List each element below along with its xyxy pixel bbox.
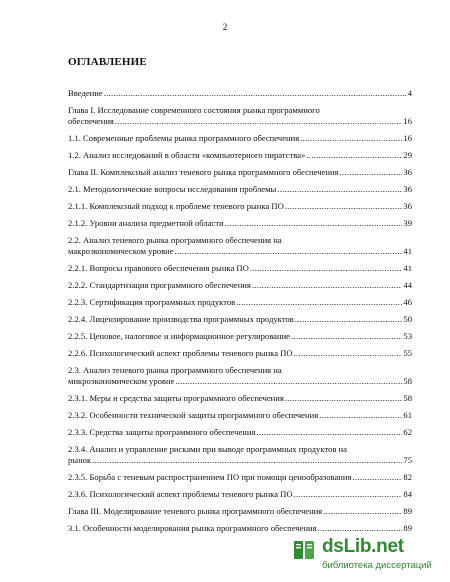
toc-entry-row xyxy=(68,167,412,178)
dot-leader xyxy=(352,472,402,483)
dot-leader xyxy=(256,427,402,438)
toc-entry-row xyxy=(68,427,412,438)
toc-entry xyxy=(68,88,412,105)
toc-entry-title: 2.3.6. Психологический аспект проблемы теневого рынка ПО xyxy=(68,489,293,499)
toc-entry-title: 2.2.2. Стандартизация программного обеспечения xyxy=(68,280,251,290)
toc-entry-title: Глава III. Моделирование теневого рынка программного обеспечения xyxy=(68,506,323,516)
dot-leader xyxy=(294,489,403,500)
toc-entry-row xyxy=(68,263,412,274)
toc-entry-row xyxy=(68,348,412,359)
toc-entry xyxy=(68,201,412,218)
toc-entry-row xyxy=(68,184,412,195)
toc-entry xyxy=(68,314,412,331)
toc-entry-title: макроэкономическом уровне xyxy=(68,246,174,256)
toc-entry-row xyxy=(68,88,412,99)
table-of-contents xyxy=(68,88,412,540)
toc-entry-row xyxy=(68,314,412,325)
toc-entry-page: 36 xyxy=(403,184,412,194)
toc-entry-title: рынок xyxy=(68,455,92,465)
toc-entry-page: 4 xyxy=(407,88,412,98)
dot-leader xyxy=(115,116,403,127)
dot-leader xyxy=(306,150,402,161)
toc-entry xyxy=(68,105,412,133)
toc-entry-row xyxy=(68,280,412,291)
toc-entry xyxy=(68,331,412,348)
toc-entry-page: 41 xyxy=(403,263,412,273)
toc-heading: ОГЛАВЛЕНИЕ xyxy=(68,56,147,68)
dot-leader xyxy=(285,393,403,404)
toc-entry-row xyxy=(68,218,412,229)
toc-entry-page: 46 xyxy=(403,297,412,307)
watermark-tagline: библиотека диссертаций xyxy=(322,560,432,571)
toc-entry-title: 2.3.3. Средства защиты программного обеспечения xyxy=(68,427,256,437)
toc-entry-title: 2.2.6. Психологический аспект проблемы теневого рынка ПО xyxy=(68,348,293,358)
toc-entry-page: 58 xyxy=(403,376,412,386)
dot-leader xyxy=(175,246,403,257)
toc-entry-title: 2.2.5. Ценовое, налоговое и информационное регулирование xyxy=(68,331,290,341)
page-number: 2 xyxy=(222,22,228,32)
watermark-brand: dsLib.net xyxy=(322,536,404,557)
dot-leader xyxy=(92,455,402,466)
toc-entry-title: 2.1.2. Уровни анализа предметной области xyxy=(68,218,224,228)
toc-entry-row xyxy=(68,246,412,257)
dot-leader xyxy=(236,297,402,308)
toc-entry xyxy=(68,472,412,489)
dot-leader xyxy=(318,523,403,534)
toc-entry-page: 58 xyxy=(403,393,412,403)
dot-leader xyxy=(252,280,403,291)
toc-entry-page: 39 xyxy=(403,218,412,228)
toc-entry-page: 36 xyxy=(403,201,412,211)
toc-entry xyxy=(68,133,412,150)
toc-entry xyxy=(68,489,412,506)
toc-entry-row xyxy=(68,331,412,342)
toc-entry-title-line: 2.3.4. Анализ и управление рисками при выводе программных продуктов на xyxy=(68,444,347,454)
toc-entry xyxy=(68,365,412,393)
dot-leader xyxy=(291,331,402,342)
dot-leader xyxy=(319,410,402,421)
toc-entry-row xyxy=(68,201,412,212)
toc-entry-title: 1.2. Анализ исследований в области «компьютерного пиратства» xyxy=(68,150,306,160)
toc-entry-title: 1.1. Современные проблемы рынка программного обеспечения xyxy=(68,133,300,143)
dot-leader xyxy=(323,506,402,517)
toc-entry-title-line: 2.2. Анализ теневого рынка программного обеспечения на xyxy=(68,235,282,245)
toc-entry-page: 55 xyxy=(403,348,412,358)
dot-leader xyxy=(285,201,403,212)
toc-entry xyxy=(68,263,412,280)
dot-leader xyxy=(250,263,403,274)
toc-entry-row xyxy=(68,472,412,483)
toc-entry xyxy=(68,348,412,365)
toc-entry-title: 2.3.1. Меры и средства защиты программного обеспечения xyxy=(68,393,284,403)
toc-entry-row xyxy=(68,297,412,308)
toc-entry-row xyxy=(68,150,412,161)
toc-entry-page: 82 xyxy=(403,472,412,482)
toc-entry-page: 16 xyxy=(403,116,412,126)
dot-leader xyxy=(175,376,402,387)
dot-leader xyxy=(104,88,407,99)
toc-entry xyxy=(68,235,412,263)
toc-entry xyxy=(68,280,412,297)
bookmark-logo-icon xyxy=(292,538,316,562)
toc-entry-title-line: 2.3. Анализ теневого рынка программного обеспечения на xyxy=(68,365,282,375)
dot-leader xyxy=(295,314,403,325)
toc-entry xyxy=(68,218,412,235)
toc-entry-row xyxy=(68,393,412,404)
toc-entry xyxy=(68,410,412,427)
toc-entry xyxy=(68,184,412,201)
toc-entry-row xyxy=(68,523,412,534)
toc-entry-page: 41 xyxy=(403,246,412,256)
toc-entry-page: 29 xyxy=(403,150,412,160)
toc-entry-row xyxy=(68,455,412,466)
toc-entry-row xyxy=(68,376,412,387)
toc-entry-title: 2.3.2. Особенности технической защиты программного обеспечения xyxy=(68,410,319,420)
toc-entry-title-line: Глава I. Исследование современного состояния рынка программного xyxy=(68,105,320,115)
toc-entry-title: 2.3.5. Борьба с теневым распространением ПО при помощи ценообразования xyxy=(68,472,352,482)
dot-leader xyxy=(225,218,403,229)
toc-entry-title: Глава II. Комплексный анализ теневого рынка программного обеспечения xyxy=(68,167,339,177)
toc-entry-page: 89 xyxy=(403,506,412,516)
toc-entry-row xyxy=(68,133,412,144)
toc-entry-title: 2.1. Методологические вопросы исследования проблемы xyxy=(68,184,277,194)
toc-entry xyxy=(68,427,412,444)
toc-entry-page: 50 xyxy=(403,314,412,324)
toc-entry-title: 2.2.4. Лицензирование производства программных продуктов xyxy=(68,314,294,324)
toc-entry-page: 62 xyxy=(403,427,412,437)
toc-entry xyxy=(68,150,412,167)
toc-entry-title: Введение xyxy=(68,88,103,98)
toc-entry-page: 89 xyxy=(403,523,412,533)
toc-entry-page: 44 xyxy=(403,280,412,290)
toc-entry-title: 2.2.3. Сертификация программных продуктов xyxy=(68,297,236,307)
toc-entry-title: 3.1. Особенности моделирования рынка программного обеспечения xyxy=(68,523,317,533)
toc-entry xyxy=(68,506,412,523)
dot-leader xyxy=(300,133,402,144)
toc-entry-page: 61 xyxy=(403,410,412,420)
dot-leader xyxy=(294,348,403,359)
toc-entry-row xyxy=(68,506,412,517)
toc-entry-title: 2.1.1. Комплексный подход к проблеме теневого рынка ПО xyxy=(68,201,284,211)
toc-entry-page: 36 xyxy=(403,167,412,177)
toc-entry-title: обеспечения xyxy=(68,116,114,126)
toc-entry xyxy=(68,167,412,184)
toc-entry-row xyxy=(68,116,412,127)
toc-entry-page: 16 xyxy=(403,133,412,143)
watermark xyxy=(292,536,442,576)
dot-leader xyxy=(340,167,403,178)
toc-entry-title: 2.2.1. Вопросы правового обеспечения рынка ПО xyxy=(68,263,249,273)
toc-entry-page: 75 xyxy=(403,455,412,465)
toc-entry-title: микроэкономическом уровне xyxy=(68,376,175,386)
toc-entry-row xyxy=(68,489,412,500)
dot-leader xyxy=(277,184,402,195)
toc-entry-row xyxy=(68,410,412,421)
toc-entry xyxy=(68,393,412,410)
toc-entry-page: 53 xyxy=(403,331,412,341)
toc-entry xyxy=(68,297,412,314)
toc-entry xyxy=(68,444,412,472)
toc-entry-page: 84 xyxy=(403,489,412,499)
